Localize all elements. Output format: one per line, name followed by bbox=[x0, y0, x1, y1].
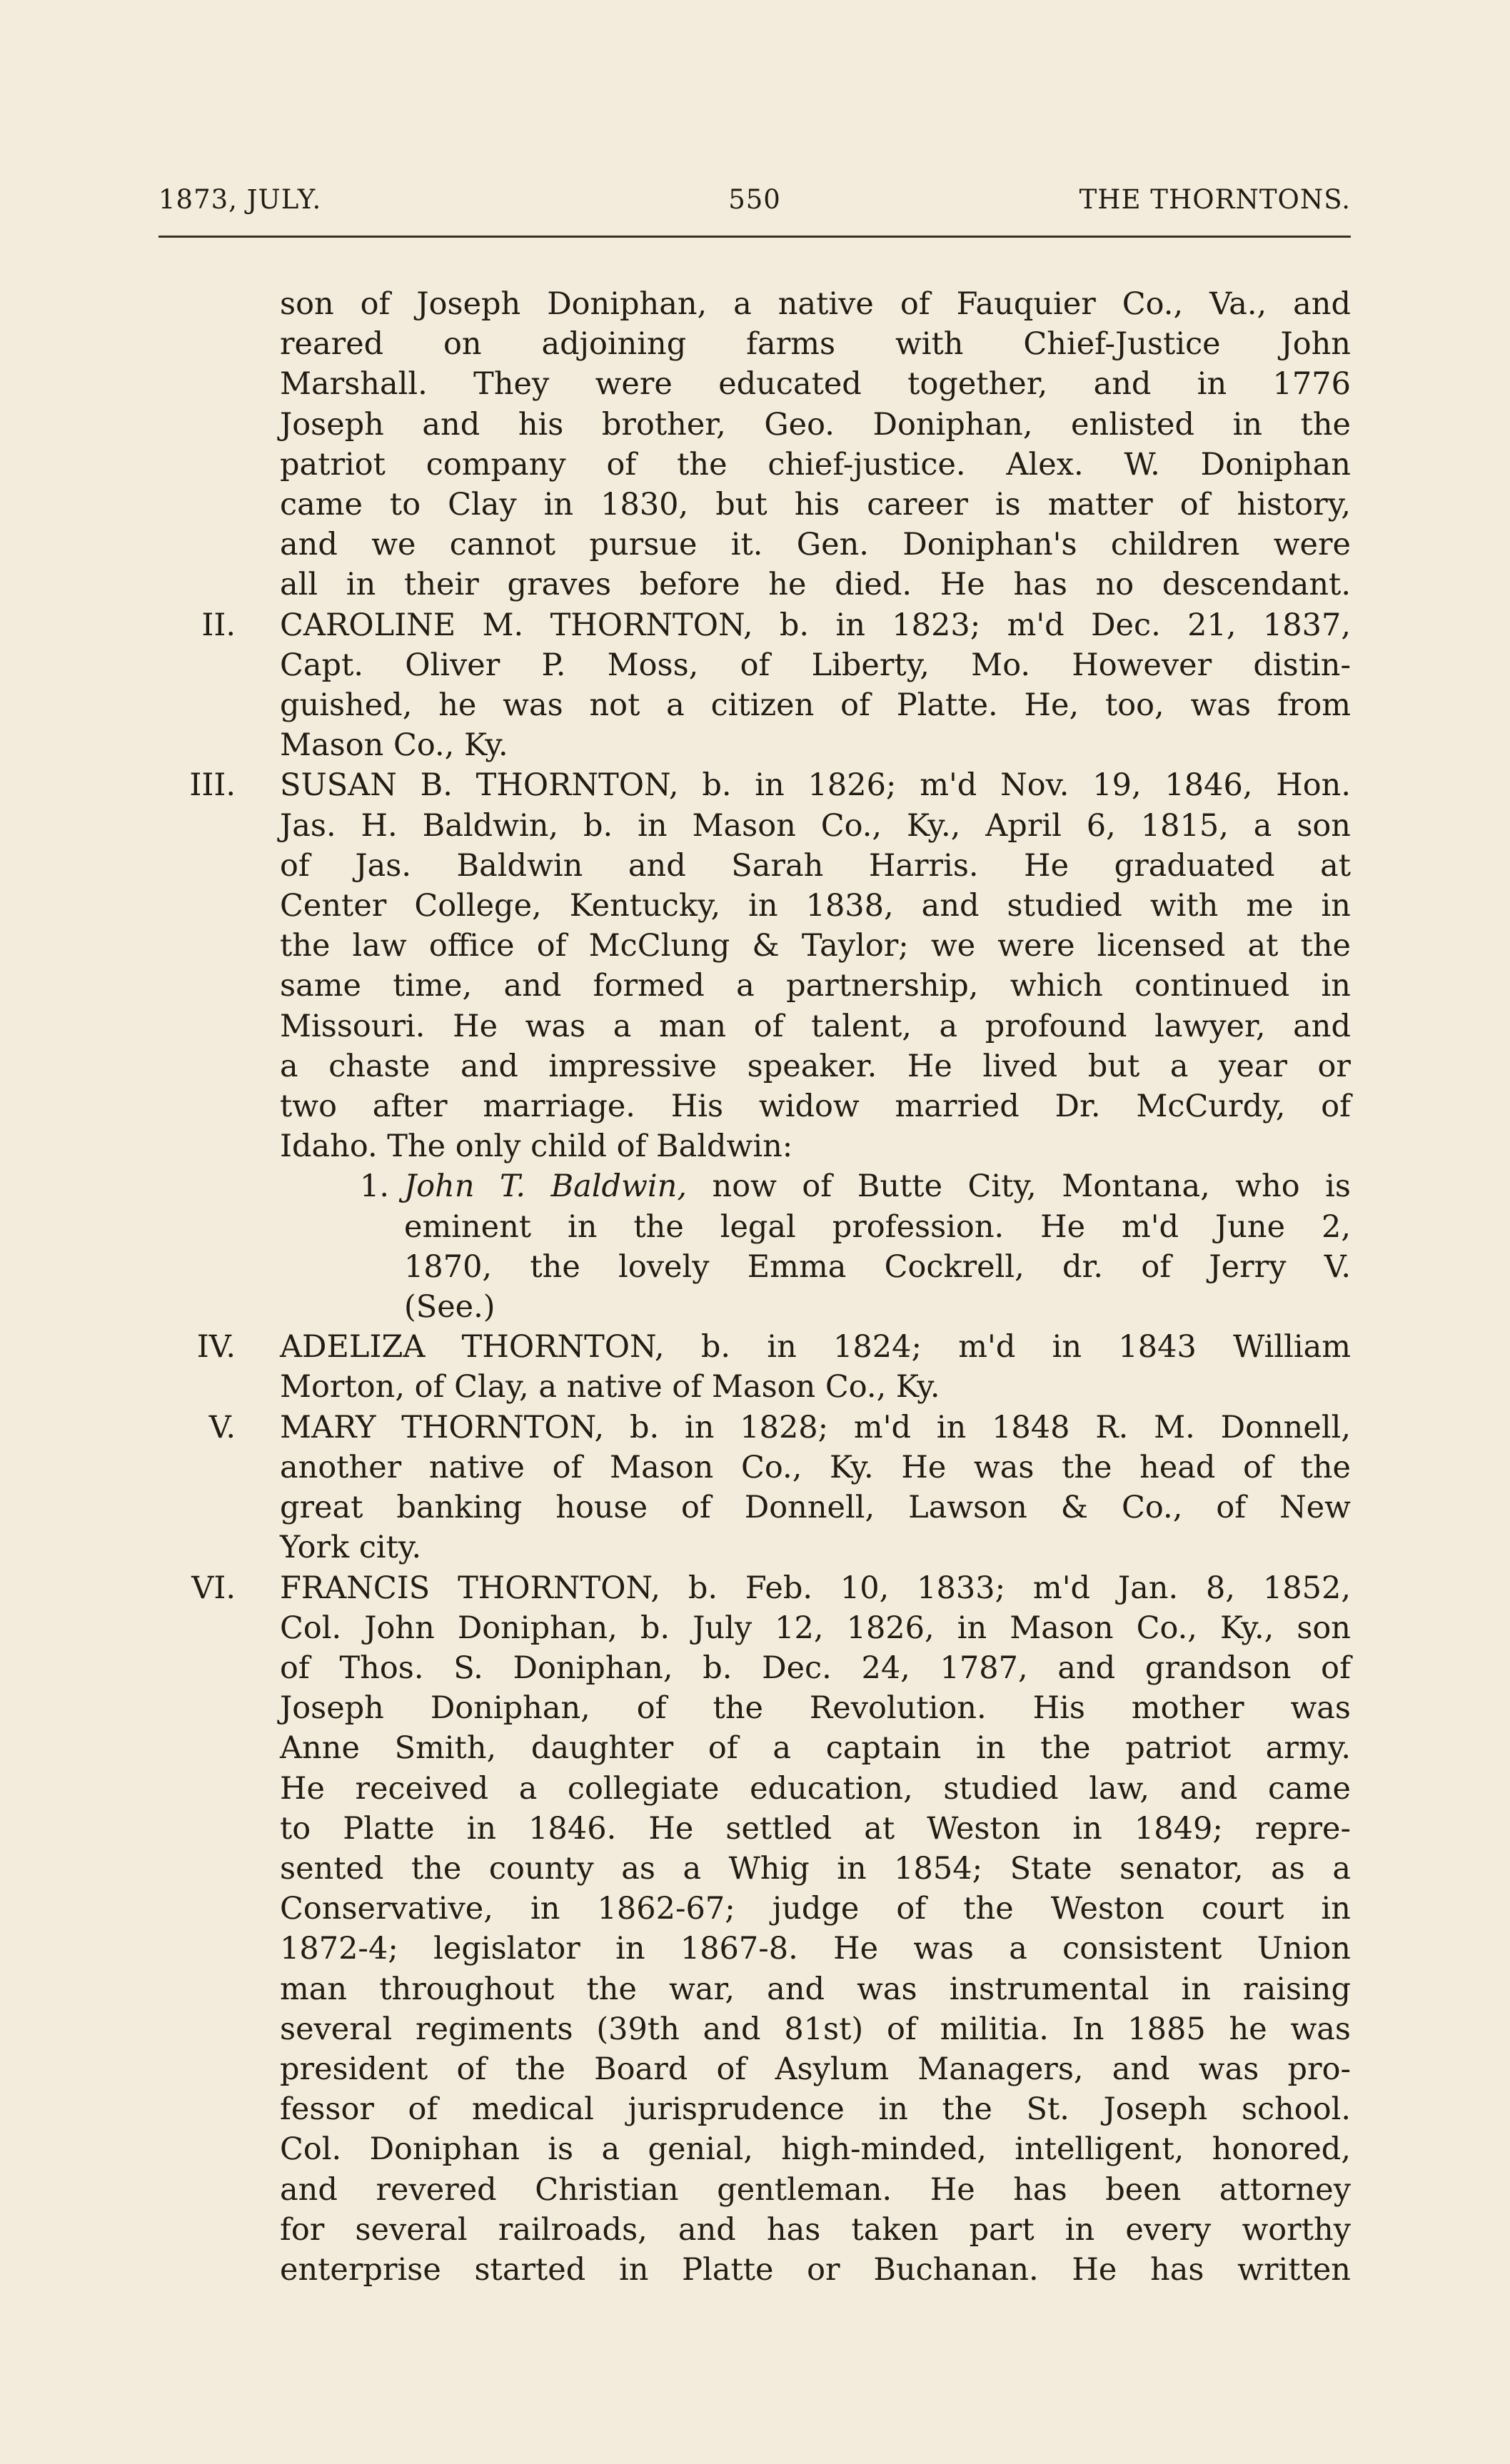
text-line: Capt. Oliver P. Moss, of Liberty, Mo. However distin- bbox=[280, 647, 1351, 683]
text-line: several regiments (39th and 81st) of militia. In 1885 he was bbox=[280, 2011, 1351, 2047]
entry-ii bbox=[158, 605, 1351, 766]
text-line: enterprise started in Platte or Buchanan. He has written bbox=[280, 2251, 1351, 2288]
text-line: eminent in the legal profession. He m'd June 2, bbox=[404, 1208, 1351, 1245]
text-line: Idaho. The only child of Baldwin: bbox=[280, 1129, 793, 1165]
text-line: ADELIZA THORNTON, b. in 1824; m'd in 1843 William bbox=[280, 1329, 1351, 1365]
child-name: John T. Baldwin, bbox=[404, 1168, 687, 1205]
text-line: of Thos. S. Doniphan, b. Dec. 24, 1787, and grandson of bbox=[280, 1650, 1351, 1686]
text-line: FRANCIS THORNTON, b. Feb. 10, 1833; m'd Jan. 8, 1852, bbox=[280, 1570, 1351, 1606]
text-line: the law office of McClung & Taylor; we were licensed at the bbox=[280, 928, 1351, 964]
text-line: Jas. H. Baldwin, b. in Mason Co., Ky., April 6, 1815, a son bbox=[280, 807, 1351, 844]
text-line: came to Clay in 1830, but his career is matter of history, bbox=[280, 487, 1351, 523]
text-line: Conservative, in 1862-67; judge of the Weston court in bbox=[280, 1891, 1351, 1927]
child-number: 1. bbox=[360, 1168, 390, 1205]
entry-iii bbox=[158, 765, 1351, 1166]
text-line: SUSAN B. THORNTON, b. in 1826; m'd Nov. 19, 1846, Hon. bbox=[280, 767, 1351, 804]
text-line: all in their graves before he died. He has no descendant. bbox=[280, 567, 1351, 603]
roman-numeral: II. bbox=[201, 607, 236, 643]
text-line: (See.) bbox=[404, 1289, 495, 1326]
text-line: Center College, Kentucky, in 1838, and studied with me in bbox=[280, 888, 1351, 924]
text-line: great banking house of Donnell, Lawson & Co., of New bbox=[280, 1490, 1351, 1526]
text-line: Morton, of Clay, a native of Mason Co., Ky. bbox=[280, 1369, 940, 1405]
text-line: guished, he was not a citizen of Platte. He, too, was from bbox=[280, 687, 1351, 724]
text-line: Mason Co., Ky. bbox=[280, 727, 508, 764]
text-line: man throughout the war, and was instrumental in raising bbox=[280, 1971, 1351, 2007]
text-line: MARY THORNTON, b. in 1828; m'd in 1848 R. M. Donnell, bbox=[280, 1409, 1351, 1445]
header-title: THE THORNTONS. bbox=[1079, 184, 1351, 215]
entry-v bbox=[158, 1408, 1351, 1568]
text-line: another native of Mason Co., Ky. He was the head of the bbox=[280, 1449, 1351, 1485]
running-header bbox=[158, 184, 1351, 227]
text-line: Col. John Doniphan, b. July 12, 1826, in Mason Co., Ky., son bbox=[280, 1610, 1351, 1646]
text-line: He received a collegiate education, studied law, and came bbox=[280, 1770, 1351, 1807]
text-line: patriot company of the chief-justice. Alex. W. Doniphan bbox=[280, 446, 1351, 483]
text-line: sented the county as a Whig in 1854; State senator, as a bbox=[280, 1850, 1351, 1887]
text-line: two after marriage. His widow married Dr. McCurdy, of bbox=[280, 1089, 1351, 1125]
text-line: 1872-4; legislator in 1867-8. He was a consistent Union bbox=[280, 1931, 1351, 1967]
entry-iv bbox=[158, 1327, 1351, 1407]
child-text: now of Butte City, Montana, who is bbox=[687, 1168, 1351, 1205]
text-line: president of the Board of Asylum Managers, and was pro- bbox=[280, 2051, 1351, 2087]
page-number: 550 bbox=[728, 184, 781, 215]
child-entry-john-baldwin bbox=[158, 1166, 1351, 1327]
text-line: and revered Christian gentleman. He has been attorney bbox=[280, 2171, 1351, 2208]
text-line: 1870, the lovely Emma Cockrell, dr. of Jerry V. bbox=[404, 1248, 1351, 1285]
entry-vi bbox=[158, 1568, 1351, 2291]
text-line: a chaste and impressive speaker. He lived but a year or bbox=[280, 1048, 1351, 1084]
text-line: same time, and formed a partnership, which continued in bbox=[280, 968, 1351, 1004]
text-line: Anne Smith, daughter of a captain in the patriot army. bbox=[280, 1730, 1351, 1767]
roman-numeral: VI. bbox=[191, 1570, 236, 1606]
text-line: Joseph and his brother, Geo. Doniphan, enlisted in the bbox=[280, 406, 1351, 443]
intro-paragraph bbox=[158, 284, 1351, 605]
text-line: Joseph Doniphan, of the Revolution. His mother was bbox=[280, 1690, 1351, 1727]
text-line: son of Joseph Doniphan, a native of Fauquier Co., Va., and bbox=[280, 286, 1351, 322]
roman-numeral: III. bbox=[189, 767, 236, 804]
text-line: and we cannot pursue it. Gen. Doniphan's children were bbox=[280, 527, 1351, 563]
text-line: Col. Doniphan is a genial, high-minded, intelligent, honored, bbox=[280, 2131, 1351, 2168]
header-date: 1873, JULY. bbox=[158, 184, 322, 215]
text-line: CAROLINE M. THORNTON, b. in 1823; m'd Dec. 21, 1837, bbox=[280, 607, 1351, 643]
text-line: for several railroads, and has taken part in every worthy bbox=[280, 2211, 1351, 2248]
text-line: York city. bbox=[280, 1530, 422, 1566]
text-line: Marshall. They were educated together, and in 1776 bbox=[280, 366, 1351, 403]
text-line: Missouri. He was a man of talent, a profound lawyer, and bbox=[280, 1008, 1351, 1044]
header-rule bbox=[158, 236, 1351, 238]
text-line bbox=[404, 1166, 1351, 1206]
roman-numeral: IV. bbox=[196, 1329, 236, 1365]
roman-numeral: V. bbox=[208, 1409, 236, 1445]
text-line: to Platte in 1846. He settled at Weston in 1849; repre- bbox=[280, 1810, 1351, 1847]
text-line: fessor of medical jurisprudence in the St. Joseph school. bbox=[280, 2091, 1351, 2128]
page-body bbox=[158, 284, 1351, 2290]
text-line: reared on adjoining farms with Chief-Justice John bbox=[280, 326, 1351, 363]
text-line: of Jas. Baldwin and Sarah Harris. He graduated at bbox=[280, 847, 1351, 884]
